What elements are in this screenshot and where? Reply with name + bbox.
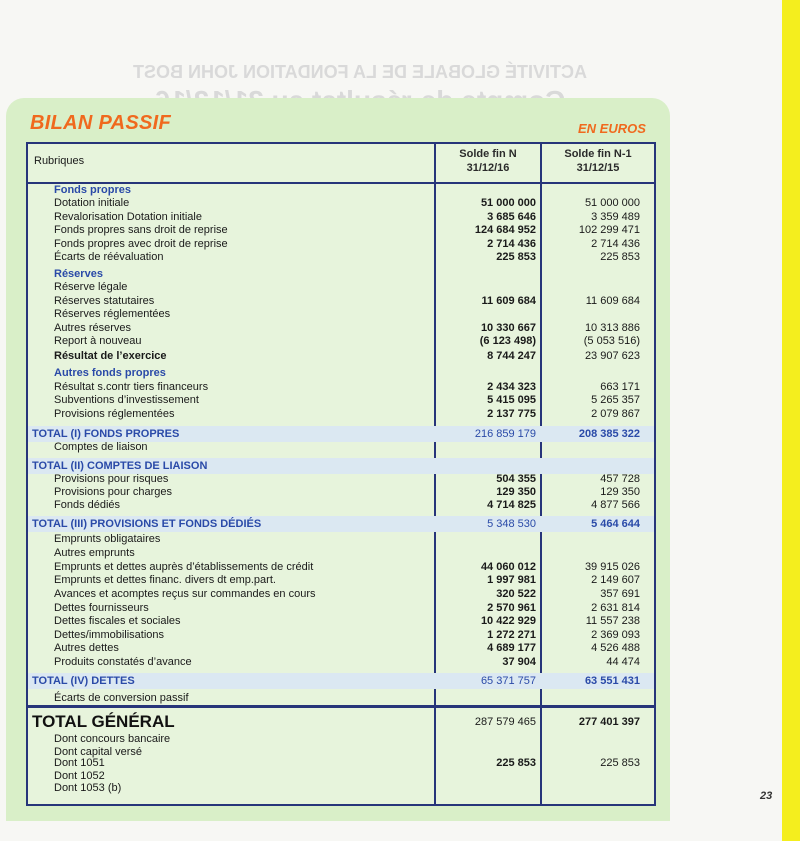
table-row (28, 615, 654, 628)
row-label: Écarts de conversion passif (54, 692, 189, 704)
row-label: Produits constatés d’avance (54, 656, 192, 668)
row-label: Dont concours bancaire (54, 733, 171, 745)
value-n: 10 330 667 (480, 322, 536, 334)
value-n: 37 904 (502, 656, 536, 668)
row-label: Comptes de liaison (54, 441, 148, 453)
value-n1: 129 350 (600, 486, 640, 498)
value-n: 287 579 465 (474, 716, 536, 728)
row-label: Dettes/immobilisations (54, 629, 165, 641)
section-heading-row (28, 268, 654, 281)
section-heading-row (28, 367, 654, 380)
value-n1: 277 401 397 (578, 716, 640, 728)
value-n: 5 348 530 (487, 518, 536, 530)
value-n1: 11 557 238 (585, 615, 640, 627)
value-n: 2 714 436 (487, 238, 536, 250)
row-label: Dettes fiscales et sociales (54, 615, 181, 627)
row-label: TOTAL (II) COMPTES DE LIAISON (32, 460, 208, 472)
value-n: 320 522 (496, 588, 536, 600)
row-label: Fonds propres avec droit de reprise (54, 238, 228, 250)
table-row (28, 602, 654, 615)
table-row (28, 381, 654, 394)
value-n: 2 434 323 (487, 381, 536, 393)
table-row (28, 642, 654, 655)
row-label: TOTAL GÉNÉRAL (32, 712, 175, 731)
row-label: Réserves réglementées (54, 308, 171, 320)
value-n: 2 137 775 (487, 408, 536, 420)
row-label: Provisions pour charges (54, 486, 173, 498)
table-row (28, 224, 654, 237)
header-solde-n1-label: Solde fin N-1 (564, 148, 632, 160)
table-row (28, 486, 654, 499)
table-row (28, 322, 654, 335)
table-row (28, 335, 654, 348)
row-label: Réserve légale (54, 281, 128, 293)
table-row (28, 561, 654, 574)
value-n: 504 355 (496, 473, 536, 485)
header-solde-n1-date: 31/12/15 (576, 162, 620, 174)
row-label: Subventions d’investissement (54, 394, 199, 406)
value-n: 124 684 952 (474, 224, 536, 236)
value-n: 51 000 000 (480, 197, 536, 209)
table-row (28, 281, 654, 294)
value-n1: 208 385 322 (578, 428, 640, 440)
row-label: Fonds propres (54, 184, 132, 196)
row-label: Provisions réglementées (54, 408, 175, 420)
table-row (28, 499, 654, 512)
row-label: Écarts de réévaluation (54, 251, 164, 263)
table-row (28, 238, 654, 251)
table-row (28, 473, 654, 486)
value-n1: 39 915 026 (584, 561, 640, 573)
value-n1: 10 313 886 (584, 322, 640, 334)
value-n1: 2 631 814 (591, 602, 640, 614)
header-solde-n-date: 31/12/16 (466, 162, 510, 174)
row-label: Emprunts et dettes financ. divers dt emp.part. (54, 574, 276, 586)
value-n: 10 422 929 (480, 615, 536, 627)
value-n1: 225 853 (600, 251, 640, 263)
table-row (28, 308, 654, 321)
value-n1: 63 551 431 (584, 675, 640, 687)
value-n1: 2 369 093 (591, 629, 640, 641)
value-n: 4 689 177 (487, 642, 536, 654)
value-n1: 2 714 436 (591, 238, 640, 250)
value-n1: 2 149 607 (591, 574, 640, 586)
row-label: Dotation initiale (54, 197, 130, 209)
value-n: 2 570 961 (487, 602, 536, 614)
value-n1: 4 526 488 (591, 642, 640, 654)
table-row (28, 692, 654, 705)
row-label: TOTAL (I) FONDS PROPRES (32, 428, 180, 440)
row-label: Autres réserves (54, 322, 132, 334)
value-n: 8 744 247 (487, 350, 536, 362)
table-row (28, 408, 654, 421)
value-n1: 663 171 (600, 381, 640, 393)
value-n: 44 060 012 (480, 561, 536, 573)
value-n1: (5 053 516) (583, 335, 640, 347)
row-label: TOTAL (IV) DETTES (32, 675, 135, 687)
section-heading-row (28, 184, 654, 197)
row-label: Avances et acomptes reçus sur commandes en cours (54, 588, 316, 600)
header-solde-n1 (542, 147, 654, 175)
header-solde-n-label: Solde fin N (459, 148, 517, 160)
header-solde-n (436, 147, 540, 175)
row-label: Réserves (54, 268, 103, 280)
table-row (28, 394, 654, 407)
row-label: Dont capital versé (54, 746, 143, 758)
value-n: 11 609 684 (481, 295, 536, 307)
yellow-edge-band (782, 0, 800, 841)
row-label: Autres emprunts (54, 547, 135, 559)
row-label: Autres fonds propres (54, 367, 166, 379)
value-n1: 51 000 000 (584, 197, 640, 209)
value-n: 5 415 095 (487, 394, 536, 406)
value-n: 225 853 (496, 251, 536, 263)
row-label: Réserves statutaires (54, 295, 155, 307)
value-n1: 457 728 (600, 473, 640, 485)
row-label: Provisions pour risques (54, 473, 169, 485)
table-row (28, 733, 654, 746)
table-row (28, 656, 654, 669)
value-n: 65 371 757 (480, 675, 536, 687)
total-row (28, 516, 654, 532)
row-label: Fonds dédiés (54, 499, 121, 511)
row-label: Résultat s.contr tiers financeurs (54, 381, 209, 393)
value-n1: 102 299 471 (578, 224, 640, 236)
table-row (28, 350, 654, 363)
page-title: BILAN PASSIF (30, 112, 172, 134)
value-n: 4 714 825 (487, 499, 536, 511)
total-general-row (28, 711, 654, 733)
header-rubriques: Rubriques (34, 155, 85, 167)
table-row (28, 533, 654, 546)
row-label: Autres dettes (54, 642, 119, 654)
table-row (28, 197, 654, 210)
table-row (28, 574, 654, 587)
row-label: Dont 1052 (54, 770, 105, 782)
value-n: 1 997 981 (487, 574, 536, 586)
value-n1: 357 691 (600, 588, 640, 600)
background-line-1: ACTIVITÉ GLOBALE DE LA FONDATION JOHN BOST (133, 62, 587, 82)
row-label: Dont 1051 (54, 757, 105, 769)
value-n: 216 859 179 (474, 428, 536, 440)
value-n1: 23 907 623 (584, 350, 640, 362)
table-row (28, 211, 654, 224)
table-row (28, 757, 654, 770)
table-row (28, 782, 654, 795)
value-n1: 225 853 (600, 757, 640, 769)
row-label: Revalorisation Dotation initiale (54, 211, 202, 223)
value-n: 1 272 271 (487, 629, 536, 641)
value-n: 129 350 (496, 486, 536, 498)
value-n1: 5 464 644 (591, 518, 640, 530)
row-label: Fonds propres sans droit de reprise (54, 224, 228, 236)
table-row (28, 251, 654, 264)
value-n1: 11 609 684 (585, 295, 640, 307)
page-number: 23 (760, 790, 773, 802)
total-row (28, 458, 654, 474)
value-n1: 3 359 489 (591, 211, 640, 223)
row-label: Dettes fournisseurs (54, 602, 149, 614)
row-label: TOTAL (III) PROVISIONS ET FONDS DÉDIÉS (32, 518, 262, 530)
row-label: Report à nouveau (54, 335, 142, 347)
value-n1: 2 079 867 (591, 408, 640, 420)
value-n1: 5 265 357 (591, 394, 640, 406)
value-n1: 44 474 (606, 656, 640, 668)
table-row (28, 441, 654, 454)
row-label: Résultat de l’exercice (54, 350, 167, 362)
table-row (28, 295, 654, 308)
table-row (28, 629, 654, 642)
row-label: Emprunts obligataires (54, 533, 161, 545)
row-label: Emprunts et dettes auprès d’établissements de crédit (54, 561, 314, 573)
value-n1: 4 877 566 (591, 499, 640, 511)
total-general-divider (28, 705, 654, 708)
value-n: 3 685 646 (487, 211, 536, 223)
value-n: (6 123 498) (479, 335, 536, 347)
value-n: 225 853 (496, 757, 536, 769)
total-row (28, 426, 654, 442)
table-row (28, 547, 654, 560)
unit-label: EN EUROS (578, 121, 646, 136)
bilan-passif-table (26, 142, 656, 806)
row-label: Dont 1053 (b) (54, 782, 122, 794)
table-row (28, 588, 654, 601)
total-row (28, 673, 654, 689)
